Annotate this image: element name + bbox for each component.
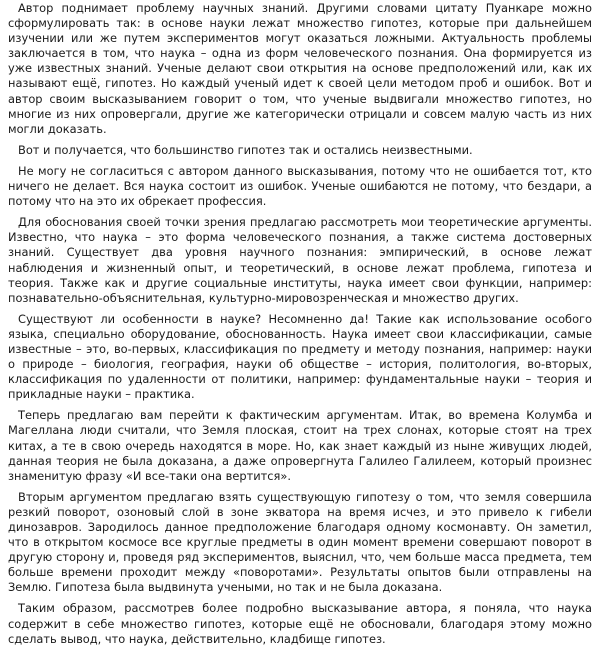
paragraph-factual-argument-one: Теперь предлагаю вам перейти к фактическим аргументам. Итак, во времена Колумба и Магеллана люди считали, что Земля плоская, стоит на трех слонах, которые стоят на трех китах, а те в свою очередь находятся в море. Но, как знает каждый из ныне живущих людей, данная теория не была доказана, а даже опровергнута Галилео Галилеем, который произнес знаменитую фразу «И все-таки она вертится». bbox=[8, 408, 592, 483]
paragraph-problem: Автор поднимает проблему научных знаний. Другими словами цитату Пуанкаре можно сформулировать так: в основе науки лежат множество гипотез, которые при дальнейшем изучении или же путем экспериментов могут оказаться ложными. Актуальность проблемы заключается в том, что наука – одна из форм человеческого познания. Она формируется из уже известных знаний. Ученые делают свои открытия на основе предположений или, как их называют ещё, гипотез. Но каждый ученый идет к своей цели методом проб и ошибок. Вот и автор своим высказыванием говорит о том, что ученые выдвигали множество гипотез, но многие из них опровергали, другие же категорически отрицали и совсем малую часть из них могли доказать. bbox=[8, 1, 592, 136]
paragraph-agreement: Не могу не согласиться с автором данного высказывания, потому что не ошибается тот, кто ничего не делает. Вся наука состоит из ошибок. Ученые ошибаются не потому, что бездари, а потому что на это их обрекает профессия. bbox=[8, 163, 592, 209]
paragraph-theoretical-arguments: Для обоснования своей точки зрения предлагаю рассмотреть мои теоретические аргументы. Известно, что наука – это форма человеческого познания, а также система достоверных знаний. Существует два уровня научного познания: эмпирический, в основе лежат наблюдения и жизненный опыт, и теоретический, в основе лежат проблема, гипотеза и теория. Также как и другие социальные институты, наука имеет свои функции, например: познавательно-объяснительная, культурно-мировозренческая и множество других. bbox=[8, 215, 592, 305]
paragraph-factual-argument-two: Вторым аргументом предлагаю взять существующую гипотезу о том, что земля совершила резкий поворот, озоновый слой в зоне экватора на время исчез, и это привело к гибели динозавров. Зародилось данное предположение благодаря одному космонавту. Он заметил, что в открытом космосе все круглые предметы в один момент времени совершают поворот в другую сторону и, проведя ряд экспериментов, выяснил, что, чем больше масса предмета, тем больше времени проходит между «поворотами». Результаты опытов были отправлены на Землю. Гипотеза была выдвинута учеными, но так и не была доказана. bbox=[8, 489, 592, 595]
paragraph-conclusion: Таким образом, рассмотрев более подробно высказывание автора, я поняла, что наука содержит в себе множество гипотез, которые ещё не обосновали, благодаря этому можно сделать вывод, что наука, действительно, кладбище гипотез. bbox=[8, 601, 592, 646]
paragraph-hypotheses-unknown: Вот и получается, что большинство гипотез так и остались неизвестными. bbox=[18, 142, 473, 157]
paragraph-science-features: Существуют ли особенности в науке? Несомненно да! Такие как использование особого языка, специально оборудование, обоснованность. Наука имеет свои классификации, самые известные – это, во-первых, классификация по предмету и методу познания, например: науки о природе – биология, география, науки об обществе – история, политология, во-вторых, классификация по удаленности от политики, например: фундаментальные науки – теория и прикладные науки – практика. bbox=[8, 311, 592, 402]
